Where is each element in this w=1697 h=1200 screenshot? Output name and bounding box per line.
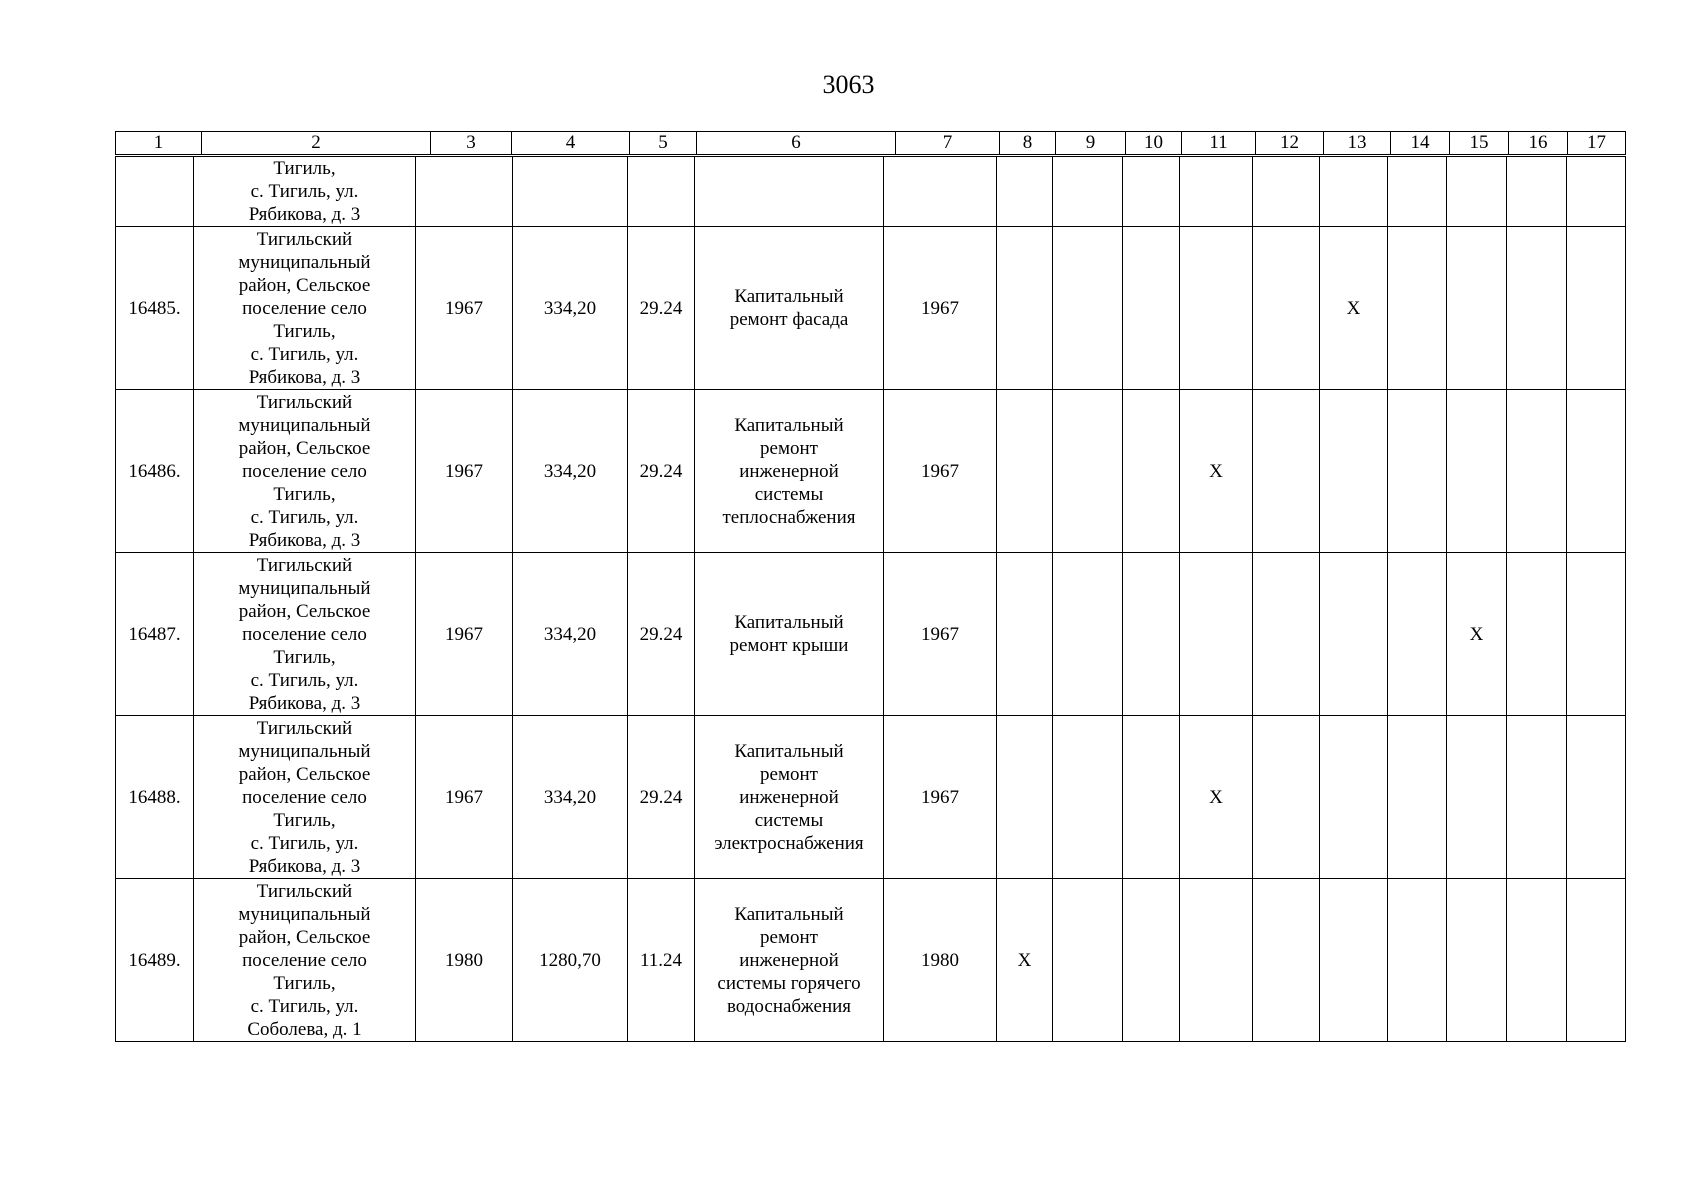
cell-empty <box>884 157 997 227</box>
header-col-5: 5 <box>630 132 697 155</box>
table-row <box>116 390 1626 553</box>
cell-empty <box>1123 157 1180 227</box>
cell-mark-col-12 <box>1253 879 1320 1042</box>
header-col-15: 15 <box>1450 132 1509 155</box>
cell-mark-col-10 <box>1123 227 1180 390</box>
cell-year: 1980 <box>416 879 513 1042</box>
cell-mark-col-12 <box>1253 390 1320 553</box>
cell-empty <box>695 157 884 227</box>
cell-mark-col-8 <box>997 553 1053 716</box>
cell-empty <box>1507 157 1567 227</box>
cell-mark-col-14 <box>1388 227 1447 390</box>
cell-area: 1280,70 <box>513 879 628 1042</box>
cell-year: 1967 <box>416 716 513 879</box>
cell-area: 334,20 <box>513 553 628 716</box>
table-body <box>116 157 1626 1042</box>
cell-mark-col-17 <box>1567 716 1626 879</box>
cell-address: Тигильский муниципальный район, Сельское поселение село Тигиль, с. Тигиль, ул. Рябикова, д. 3 <box>194 227 416 390</box>
header-col-4: 4 <box>512 132 630 155</box>
header-col-1: 1 <box>116 132 202 155</box>
cell-address: Тигильский муниципальный район, Сельское поселение село Тигиль, с. Тигиль, ул. Рябикова, д. 3 <box>194 390 416 553</box>
table-row <box>116 553 1626 716</box>
cell-num: 16487. <box>116 553 194 716</box>
cell-address: Тигильский муниципальный район, Сельское поселение село Тигиль, с. Тигиль, ул. Рябикова, д. 3 <box>194 716 416 879</box>
cell-area: 334,20 <box>513 716 628 879</box>
header-col-12: 12 <box>1256 132 1324 155</box>
cell-wear: 29.24 <box>628 390 695 553</box>
cell-mark-col-16 <box>1507 227 1567 390</box>
cell-mark-col-12 <box>1253 227 1320 390</box>
cell-mark-col-9 <box>1053 390 1123 553</box>
cell-wear: 29.24 <box>628 716 695 879</box>
cell-year-2: 1980 <box>884 879 997 1042</box>
cell-wear: 11.24 <box>628 879 695 1042</box>
cell-mark-col-10 <box>1123 390 1180 553</box>
register-table <box>115 156 1626 1042</box>
cell-work-type: Капитальный ремонт инженерной системы электроснабжения <box>695 716 884 879</box>
header-col-7: 7 <box>896 132 1000 155</box>
cell-mark-col-11: X <box>1180 390 1253 553</box>
header-col-2: 2 <box>202 132 431 155</box>
cell-mark-col-11 <box>1180 879 1253 1042</box>
cell-mark-col-14 <box>1388 879 1447 1042</box>
cell-num <box>116 157 194 227</box>
cell-empty <box>1447 157 1507 227</box>
cell-empty <box>416 157 513 227</box>
cell-mark-col-13 <box>1320 879 1388 1042</box>
cell-mark-col-15 <box>1447 227 1507 390</box>
cell-mark-col-13 <box>1320 716 1388 879</box>
cell-address: Тигильский муниципальный район, Сельское поселение село Тигиль, с. Тигиль, ул. Соболева, д. 1 <box>194 879 416 1042</box>
cell-year: 1967 <box>416 553 513 716</box>
cell-empty <box>628 157 695 227</box>
cell-area: 334,20 <box>513 227 628 390</box>
cell-num: 16489. <box>116 879 194 1042</box>
cell-work-type: Капитальный ремонт инженерной системы теплоснабжения <box>695 390 884 553</box>
cell-mark-col-10 <box>1123 716 1180 879</box>
header-col-6: 6 <box>697 132 896 155</box>
cell-mark-col-17 <box>1567 390 1626 553</box>
cell-empty <box>513 157 628 227</box>
header-col-14: 14 <box>1391 132 1450 155</box>
cell-empty <box>1320 157 1388 227</box>
cell-num: 16488. <box>116 716 194 879</box>
cell-year: 1967 <box>416 390 513 553</box>
cell-year: 1967 <box>416 227 513 390</box>
cell-wear: 29.24 <box>628 553 695 716</box>
cell-mark-col-14 <box>1388 716 1447 879</box>
cell-mark-col-9 <box>1053 879 1123 1042</box>
cell-mark-col-8: X <box>997 879 1053 1042</box>
cell-work-type: Капитальный ремонт крыши <box>695 553 884 716</box>
cell-empty <box>1180 157 1253 227</box>
cell-mark-col-11 <box>1180 227 1253 390</box>
table-row <box>116 879 1626 1042</box>
cell-mark-col-12 <box>1253 716 1320 879</box>
cell-mark-col-8 <box>997 390 1053 553</box>
cell-mark-col-13 <box>1320 390 1388 553</box>
cell-work-type: Капитальный ремонт инженерной системы горячего водоснабжения <box>695 879 884 1042</box>
cell-mark-col-16 <box>1507 716 1567 879</box>
cell-mark-col-11: X <box>1180 716 1253 879</box>
page-number: 3063 <box>822 70 875 99</box>
header-col-16: 16 <box>1509 132 1568 155</box>
cell-mark-col-12 <box>1253 553 1320 716</box>
cell-empty <box>997 157 1053 227</box>
cell-mark-col-8 <box>997 716 1053 879</box>
cell-mark-col-11 <box>1180 553 1253 716</box>
cell-work-type: Капитальный ремонт фасада <box>695 227 884 390</box>
cell-mark-col-14 <box>1388 553 1447 716</box>
header-row <box>116 132 1626 155</box>
cell-address: Тигильский муниципальный район, Сельское поселение село Тигиль, с. Тигиль, ул. Рябикова, д. 3 <box>194 553 416 716</box>
cell-mark-col-15 <box>1447 716 1507 879</box>
cell-area: 334,20 <box>513 390 628 553</box>
column-number-header <box>115 131 1626 155</box>
cell-empty <box>1567 157 1626 227</box>
cell-mark-col-17 <box>1567 227 1626 390</box>
cell-mark-col-16 <box>1507 879 1567 1042</box>
cell-mark-col-15 <box>1447 879 1507 1042</box>
header-col-8: 8 <box>1000 132 1056 155</box>
cell-empty <box>1388 157 1447 227</box>
header-col-11: 11 <box>1182 132 1256 155</box>
cell-mark-col-16 <box>1507 553 1567 716</box>
table-row <box>116 716 1626 879</box>
cell-mark-col-17 <box>1567 879 1626 1042</box>
cell-mark-col-9 <box>1053 227 1123 390</box>
cell-mark-col-15 <box>1447 390 1507 553</box>
cell-mark-col-14 <box>1388 390 1447 553</box>
header-col-13: 13 <box>1324 132 1391 155</box>
table-row <box>116 227 1626 390</box>
cell-mark-col-13 <box>1320 553 1388 716</box>
cell-mark-col-15: X <box>1447 553 1507 716</box>
cell-year-2: 1967 <box>884 390 997 553</box>
cell-year-2: 1967 <box>884 227 997 390</box>
header-col-17: 17 <box>1568 132 1626 155</box>
cell-year-2: 1967 <box>884 553 997 716</box>
cell-mark-col-10 <box>1123 879 1180 1042</box>
cell-mark-col-16 <box>1507 390 1567 553</box>
cell-num: 16485. <box>116 227 194 390</box>
continuation-row <box>116 157 1626 227</box>
header-col-10: 10 <box>1126 132 1182 155</box>
cell-empty <box>1253 157 1320 227</box>
header-col-3: 3 <box>431 132 512 155</box>
cell-year-2: 1967 <box>884 716 997 879</box>
cell-num: 16486. <box>116 390 194 553</box>
cell-mark-col-9 <box>1053 553 1123 716</box>
cell-mark-col-8 <box>997 227 1053 390</box>
cell-mark-col-13: X <box>1320 227 1388 390</box>
cell-empty <box>1053 157 1123 227</box>
cell-address: Тигиль, с. Тигиль, ул. Рябикова, д. 3 <box>194 157 416 227</box>
cell-mark-col-9 <box>1053 716 1123 879</box>
header-col-9: 9 <box>1056 132 1126 155</box>
cell-mark-col-10 <box>1123 553 1180 716</box>
cell-wear: 29.24 <box>628 227 695 390</box>
cell-mark-col-17 <box>1567 553 1626 716</box>
